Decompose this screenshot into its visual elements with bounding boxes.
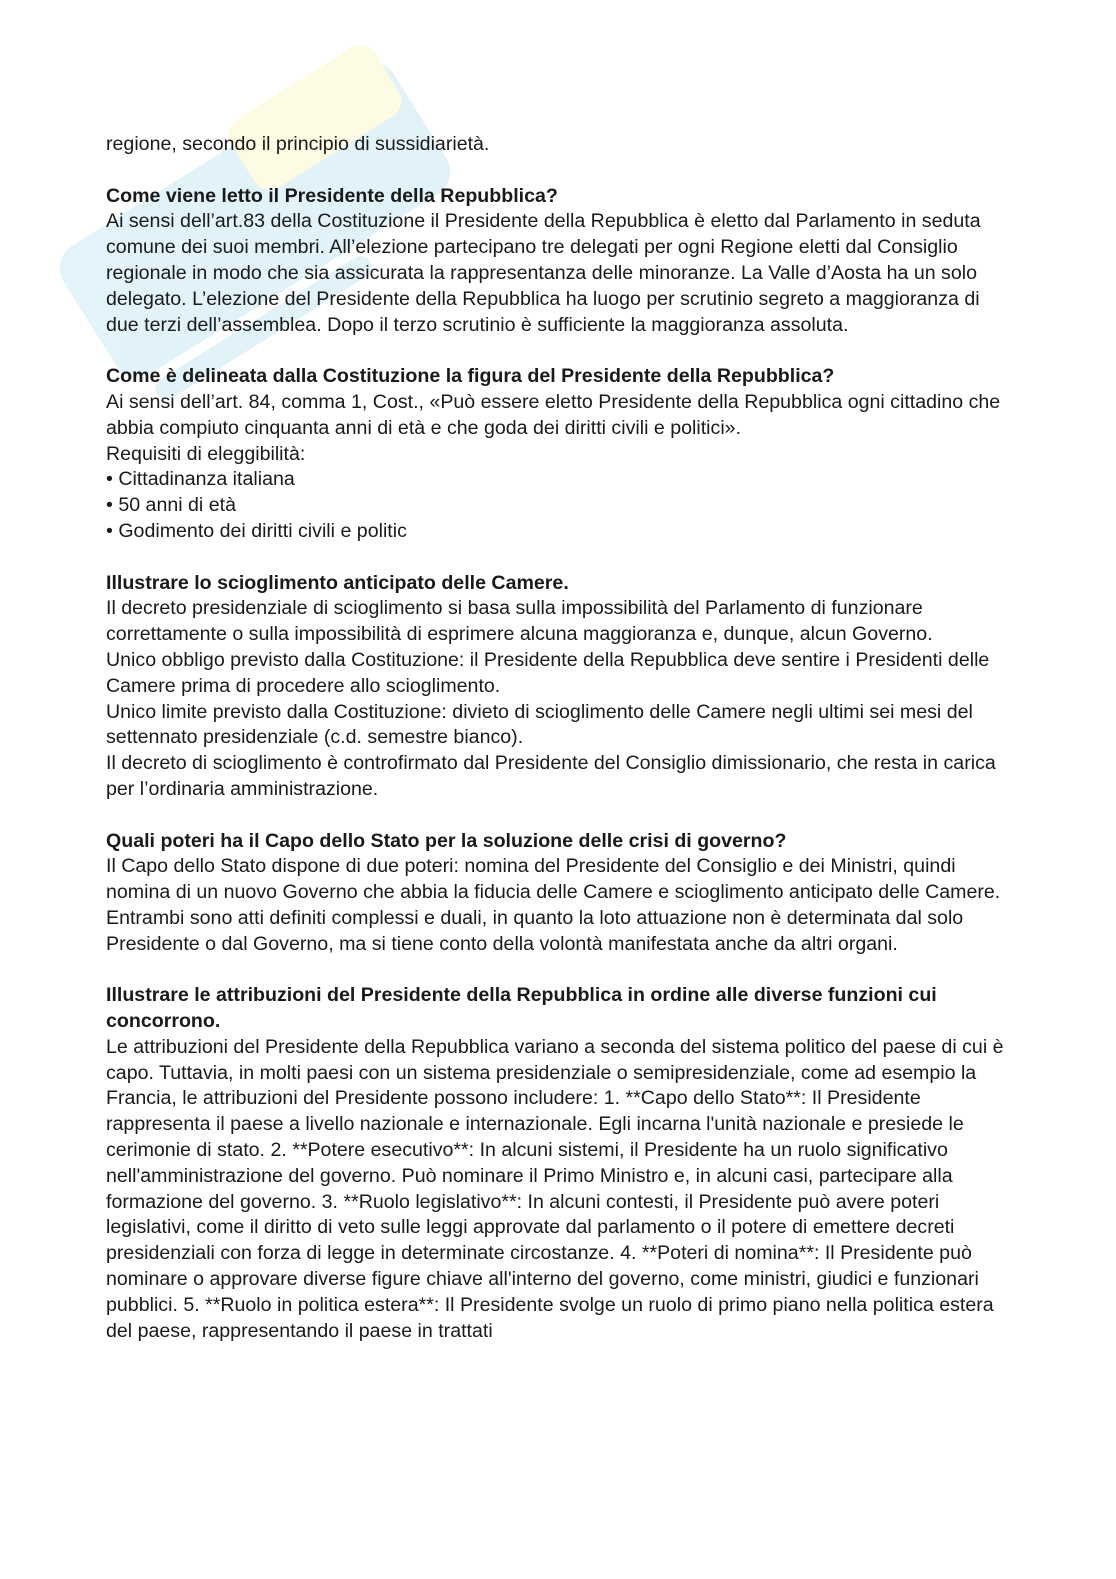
section-heading: Quali poteri ha il Capo dello Stato per la soluzione delle crisi di governo? xyxy=(106,829,787,852)
section-heading: Illustrare lo scioglimento anticipato delle Camere. xyxy=(106,571,569,594)
section-heading: Illustrare le attribuzioni del Presidente della Repubblica in ordine alle diverse funzioni cui concorrono. xyxy=(106,984,937,1033)
section-dissolution xyxy=(106,571,1006,803)
list-item: • Godimento dei diritti civili e politic xyxy=(106,519,1006,545)
section-figure xyxy=(106,364,1006,545)
section-heading: Come è delineata dalla Costituzione la figura del Presidente della Repubblica? xyxy=(106,365,835,388)
section-crisis-powers xyxy=(106,829,1006,958)
section-heading: Come viene letto il Presidente della Repubblica? xyxy=(106,184,558,207)
section-paragraph: Requisiti di eleggibilità: xyxy=(106,442,306,465)
section-paragraph: Ai sensi dell’art. 84, comma 1, Cost., «Può essere eletto Presidente della Repubblica ogni cittadino che abbia compiuto cinquanta anni di età e che goda dei diritti civili e politici». xyxy=(106,390,1001,439)
intro-fragment: regione, secondo il principio di sussidiarietà. xyxy=(106,133,490,155)
section-paragraph: Ai sensi dell’art.83 della Costituzione il Presidente della Repubblica è eletto dal Parlamento in seduta comune dei suoi membri. All’elezione partecipano tre delegati per ogni Regione eletti dal Consiglio regionale in modo che sia assicurata la rappresentanza delle minoranze. La Valle d’Aosta ha un solo delegato. L’elezione del Presidente della Repubblica ha luogo per scrutinio segreto a maggioranza di due terzi dell’assemblea. Dopo il terzo scrutinio è sufficiente la maggioranza assoluta. xyxy=(106,210,981,336)
section-paragraph: Unico obbligo previsto dalla Costituzione: il Presidente della Repubblica deve sentire i Presidenti delle Camere prima di procedere allo scioglimento. xyxy=(106,648,990,697)
section-paragraph: Unico limite previsto dalla Costituzione: divieto di scioglimento delle Camere negli ultimi sei mesi del settennato presidenziale (c.d. semestre bianco). xyxy=(106,700,973,749)
section-paragraph: Il decreto presidenziale di scioglimento si basa sulla impossibilità del Parlamento di funzionare correttamente o sulla impossibilità di esprimere alcuna maggioranza e, dunque, alcun Governo. xyxy=(106,597,933,646)
section-paragraph: Il Capo dello Stato dispone di due poteri: nomina del Presidente del Consiglio e dei Ministri, quindi nomina di un nuovo Governo che abbia la fiducia delle Camere e scioglimento anticipato delle Camere. Entrambi sono atti definiti complessi e duali, in quanto la loto attuazione non è determinata dal solo Presidente o dal Governo, ma si tiene conto della volontà manifestata anche da altri organi. xyxy=(106,855,1001,955)
section-paragraph: Le attribuzioni del Presidente della Repubblica variano a seconda del sistema politico del paese di cui è capo. Tuttavia, in molti paesi con un sistema presidenziale o semipresidenziale, come ad esempio la Francia, le attribuzioni del Presidente possono includere: 1. **Capo dello Stato**: Il Presidente rappresenta il paese a livello nazionale e internazionale. Egli incarna l'unità nazionale e presiede le cerimonie di stato. 2. **Potere esecutivo**: In alcuni sistemi, il Presidente ha un ruolo significativo nell'amministrazione del governo. Può nominare il Primo Ministro e, in alcuni casi, partecipare alla formazione del governo. 3. **Ruolo legislativo**: In alcuni contesti, il Presidente può avere poteri legislativi, come il diritto di veto sulle leggi approvate dal parlamento o il potere di emettere decreti presidenziali con forza di legge in determinate circostanze. 4. **Poteri di nomina**: Il Presidente può nominare o approvare diverse figure chiave all'interno del governo, come ministri, giudici e funzionari pubblici. 5. **Ruolo in politica estera**: Il Presidente svolge un ruolo di primo piano nella politica estera del paese, rappresentando il paese in trattati xyxy=(106,1035,1004,1342)
list-item: • 50 anni di età xyxy=(106,493,1006,519)
list-item: • Cittadinanza italiana xyxy=(106,467,1006,493)
eligibility-list xyxy=(106,467,1006,544)
section-election xyxy=(106,184,1006,339)
section-attributions xyxy=(106,983,1006,1344)
section-paragraph: Il decreto di scioglimento è controfirmato dal Presidente del Consiglio dimissionario, che resta in carica per l’ordinaria amministrazione. xyxy=(106,752,996,800)
document-page xyxy=(106,132,1006,1344)
